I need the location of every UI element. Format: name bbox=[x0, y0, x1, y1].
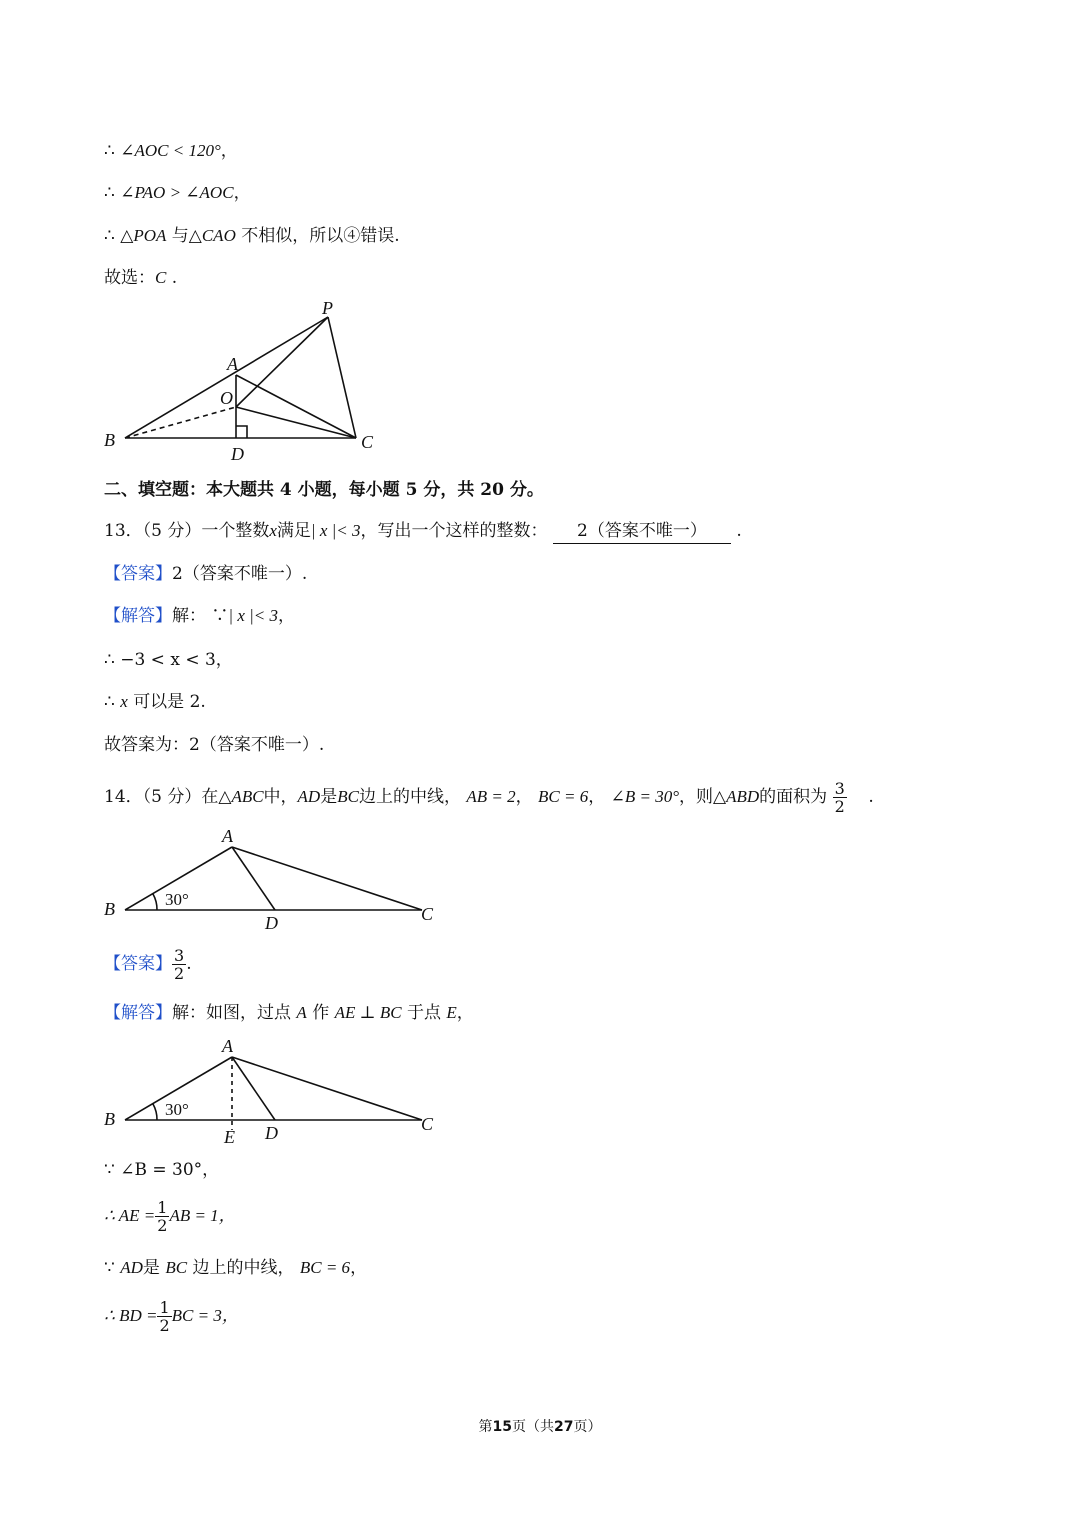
answer-blank: 2（答案不唯一） bbox=[553, 519, 731, 544]
expression: ∴ AE = bbox=[104, 1206, 156, 1225]
text: 页（共 bbox=[512, 1419, 554, 1435]
denominator: 2 bbox=[174, 964, 185, 983]
denominator: 2 bbox=[157, 1216, 168, 1235]
text: 页） bbox=[573, 1419, 602, 1435]
q14-answer bbox=[104, 944, 192, 984]
text: 边上的中线， bbox=[358, 787, 461, 807]
label-b: B bbox=[104, 1109, 115, 1129]
text: 于点 bbox=[407, 1003, 441, 1023]
therefore-symbol: ∴ bbox=[104, 183, 115, 203]
triangle-symbol: △ bbox=[120, 226, 134, 246]
page-footer bbox=[0, 1416, 1080, 1436]
expression: AB = 1， bbox=[169, 1206, 236, 1225]
page-number: 15 bbox=[492, 1419, 512, 1435]
q13-step-value bbox=[104, 690, 206, 714]
q14-solution bbox=[104, 1001, 474, 1025]
text: 是 bbox=[320, 787, 338, 807]
denominator: 2 bbox=[834, 797, 845, 816]
label-c: C bbox=[421, 1114, 434, 1134]
fraction bbox=[157, 1299, 171, 1334]
punct: ， bbox=[515, 787, 533, 807]
line-angle-pao bbox=[104, 181, 251, 205]
punct: . bbox=[736, 521, 742, 541]
point: E bbox=[446, 1003, 457, 1022]
therefore-symbol: ∴ bbox=[104, 226, 115, 246]
reason-median bbox=[104, 1256, 367, 1280]
point: A bbox=[296, 1003, 307, 1022]
fraction bbox=[172, 947, 186, 982]
punct: ， bbox=[278, 606, 296, 626]
text: 故选： bbox=[104, 268, 155, 288]
fraction bbox=[155, 1199, 169, 1234]
text: 中， bbox=[263, 787, 298, 807]
reason-bd bbox=[104, 1296, 239, 1336]
reason-angle: ∵ ∠B = 30°， bbox=[104, 1160, 220, 1180]
answer-tag: 【答案】 bbox=[104, 564, 172, 584]
label-o: O bbox=[220, 388, 233, 408]
label-c: C bbox=[421, 904, 434, 924]
punct: ， bbox=[220, 141, 238, 161]
reason-ae bbox=[104, 1196, 236, 1236]
text: 不相似，所以④错误. bbox=[241, 226, 400, 246]
q13-solution bbox=[104, 604, 295, 628]
label-e: E bbox=[224, 1127, 235, 1147]
equation: BC = 6 bbox=[538, 787, 589, 806]
text: 解：如图，过点 bbox=[172, 1003, 291, 1023]
solution-tag: 【解答】 bbox=[104, 606, 172, 626]
condition: | x |< 3 bbox=[310, 521, 361, 540]
question-14 bbox=[104, 780, 874, 815]
fraction bbox=[833, 780, 847, 815]
text: 与△ bbox=[171, 226, 202, 246]
triangle-name: CAO bbox=[201, 226, 236, 245]
q13-final: 故答案为：2（答案不唯一）. bbox=[104, 735, 325, 755]
angle-label: 30° bbox=[165, 890, 189, 909]
numerator: 1 bbox=[159, 1298, 170, 1317]
punct: ， bbox=[350, 1258, 368, 1278]
answer-text: 2（答案不唯一）. bbox=[172, 564, 308, 584]
angle-label: 30° bbox=[165, 1100, 189, 1119]
label-b: B bbox=[104, 430, 115, 450]
variable: x bbox=[120, 692, 128, 711]
section-heading: 二、填空题：本大题共 4 小题，每小题 5 分，共 20 分。 bbox=[104, 480, 544, 500]
label-c: C bbox=[361, 432, 374, 452]
line-not-similar bbox=[104, 224, 400, 248]
label-d: D bbox=[265, 913, 278, 933]
text: ，则△ bbox=[679, 787, 727, 807]
text: 14．（5 分）在△ bbox=[104, 787, 232, 807]
triangle-name: POA bbox=[133, 226, 167, 245]
text: 可以是 2. bbox=[133, 692, 206, 712]
inequality: ∠AOC < 120° bbox=[120, 141, 221, 160]
solution-tag: 【解答】 bbox=[104, 1003, 172, 1023]
inequality: ∠PAO > ∠AOC bbox=[120, 183, 234, 202]
segment: AD bbox=[297, 787, 321, 806]
figure-triangle-pabc bbox=[95, 300, 395, 470]
line-angle-aoc bbox=[104, 139, 238, 163]
because-symbol: ∵ bbox=[211, 606, 229, 626]
punct: . bbox=[868, 787, 874, 807]
equation: AB = 2 bbox=[466, 787, 516, 806]
line-choice bbox=[104, 266, 177, 290]
numerator: 3 bbox=[174, 946, 185, 965]
label-p: P bbox=[322, 298, 333, 318]
text: 的面积为 bbox=[759, 787, 828, 807]
numerator: 3 bbox=[834, 779, 845, 798]
perpendicular: AE ⊥ BC bbox=[334, 1003, 402, 1022]
q13-answer bbox=[104, 562, 307, 586]
punct: . bbox=[171, 268, 178, 288]
segment: AD bbox=[120, 1258, 143, 1277]
label-d: D bbox=[231, 444, 244, 464]
because-symbol: ∵ bbox=[104, 1258, 115, 1278]
triangle-name: ABC bbox=[231, 787, 264, 806]
condition: | x |< 3 bbox=[228, 606, 279, 625]
therefore-symbol: ∴ bbox=[104, 692, 115, 712]
text: 作 bbox=[312, 1003, 330, 1023]
text: 13．（5 分）一个整数 bbox=[104, 521, 270, 541]
text: 是 bbox=[142, 1258, 160, 1278]
label-a: A bbox=[222, 826, 233, 846]
punct: ， bbox=[588, 787, 606, 807]
text: 满足 bbox=[276, 521, 311, 541]
equation: BC = 6 bbox=[299, 1258, 351, 1277]
text: 第 bbox=[478, 1419, 493, 1435]
choice-letter: C bbox=[155, 268, 167, 287]
triangle-name: ABD bbox=[726, 787, 760, 806]
page-total: 27 bbox=[554, 1419, 574, 1435]
therefore-symbol: ∴ bbox=[104, 141, 115, 161]
label-a: A bbox=[222, 1036, 233, 1056]
equation: ∠B = 30° bbox=[610, 787, 680, 806]
numerator: 1 bbox=[157, 1198, 168, 1217]
label-a: A bbox=[227, 354, 238, 374]
answer-tag: 【答案】 bbox=[104, 954, 172, 974]
text: 解： bbox=[172, 606, 206, 626]
denominator: 2 bbox=[159, 1316, 170, 1335]
text: ，写出一个这样的整数： bbox=[360, 521, 548, 541]
punct: . bbox=[186, 954, 192, 974]
punct: ， bbox=[233, 183, 251, 203]
figure-triangle-abc-altitude bbox=[95, 1032, 455, 1150]
text: 边上的中线， bbox=[192, 1258, 295, 1278]
figure-triangle-abc bbox=[95, 822, 455, 937]
label-b: B bbox=[104, 899, 115, 919]
label-d: D bbox=[265, 1123, 278, 1143]
q13-step-range: ∴ −3 < x < 3， bbox=[104, 650, 233, 670]
variable: x bbox=[269, 521, 277, 540]
expression: BC = 3， bbox=[171, 1306, 239, 1325]
expression: ∴ BD = bbox=[104, 1306, 158, 1325]
question-13 bbox=[104, 519, 742, 544]
segment: BC bbox=[337, 787, 359, 806]
punct: ， bbox=[456, 1003, 474, 1023]
segment: BC bbox=[165, 1258, 188, 1277]
